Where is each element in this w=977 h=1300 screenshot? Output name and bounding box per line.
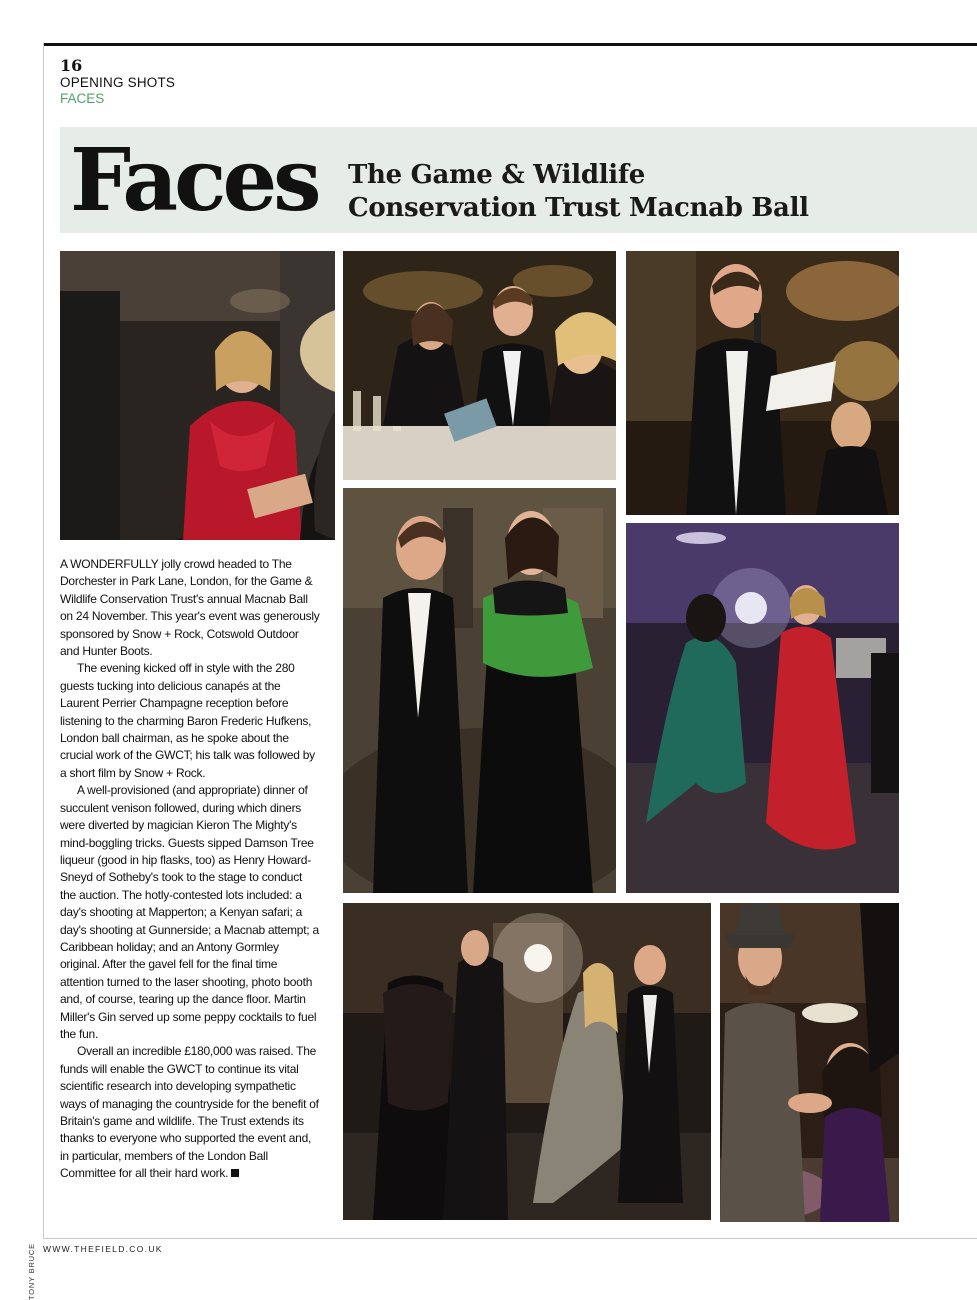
top-rule — [43, 43, 977, 46]
left-margin-rule — [43, 43, 44, 1238]
subsection-label: FACES — [60, 90, 105, 106]
photo-woman-red-dress — [60, 251, 335, 540]
photo-credit: TONY BRUCE — [27, 1243, 36, 1300]
article-paragraph-text: Overall an incredible £180,000 was raised. The funds will enable the GWCT to continue its vital scientific research into developing sympathetic ways of managing the countryside for the benefit of Britain's game and wildlife. The Trust extends its thanks to everyone who supported the event and, in particular, members of the London Ball Committee for all their hard work. — [60, 1044, 319, 1181]
page-title: Faces — [70, 130, 318, 231]
article-body — [60, 556, 320, 1183]
article-paragraph-last — [60, 1043, 320, 1182]
photo-speaker-microphone — [626, 251, 899, 515]
photo-dance-floor-red-dress — [626, 523, 899, 893]
article-paragraph: The evening kicked off in style with the 280 guests tucking into delicious canapés at the Laurent Perrier Champagne reception before listening to the charming Baron Frederic Hufkens, London ball chairman, as he spoke about the crucial work of the GWCT; his talk was followed by a short film by Snow + Rock. — [60, 661, 315, 780]
article-paragraph: A well-provisioned (and appropriate) dinner of succulent venison followed, during which diners were diverted by magician Kieron The Mighty's mind-boggling tricks. Guests sipped Damson Tree liqueur (good in hip flasks, too) as Henry Howard-Sneyd of Sotheby's took to the stage to conduct the auction. The hotly-contested lots included: a day's shooting at Mapperton; a Kenyan safari; a day's shooting at Gunnerside; a Macnab attempt; a Caribbean holiday; and an Antony Gormley original. After the gavel fell for the final time attention turned to the laser shooting, photo booth and, of course, tearing up the dance floor. Martin Miller's Gin served up some peppy cocktails to fuel the fun. — [60, 783, 319, 1041]
title-banner — [60, 127, 977, 233]
article-paragraph: A WONDERFULLY jolly crowd headed to The Dorchester in Park Lane, London, for the Game & Wildlife Conservation Trust's annual Macnab Ball on 24 November. This year's event was generously sponsored by Snow + Rock, Cotswold Outdoor and Hunter Boots. — [60, 557, 320, 659]
headline-line-1: The Game & Wildlife — [348, 160, 645, 190]
article-headline — [348, 159, 809, 225]
bottom-rule — [43, 1238, 977, 1239]
photo-couple-dancing — [343, 903, 711, 1220]
section-label: OPENING SHOTS — [60, 75, 176, 90]
end-mark-icon — [231, 1169, 239, 1177]
footer-url: WWW.THEFIELD.CO.UK — [43, 1244, 163, 1254]
page-folio — [60, 58, 175, 105]
page-number: 16 — [60, 56, 83, 75]
photo-dinner-table-guests — [343, 251, 616, 480]
photo-magician-trick — [720, 903, 899, 1222]
headline-line-2: Conservation Trust Macnab Ball — [348, 193, 809, 223]
photo-couple-posing — [343, 488, 616, 893]
